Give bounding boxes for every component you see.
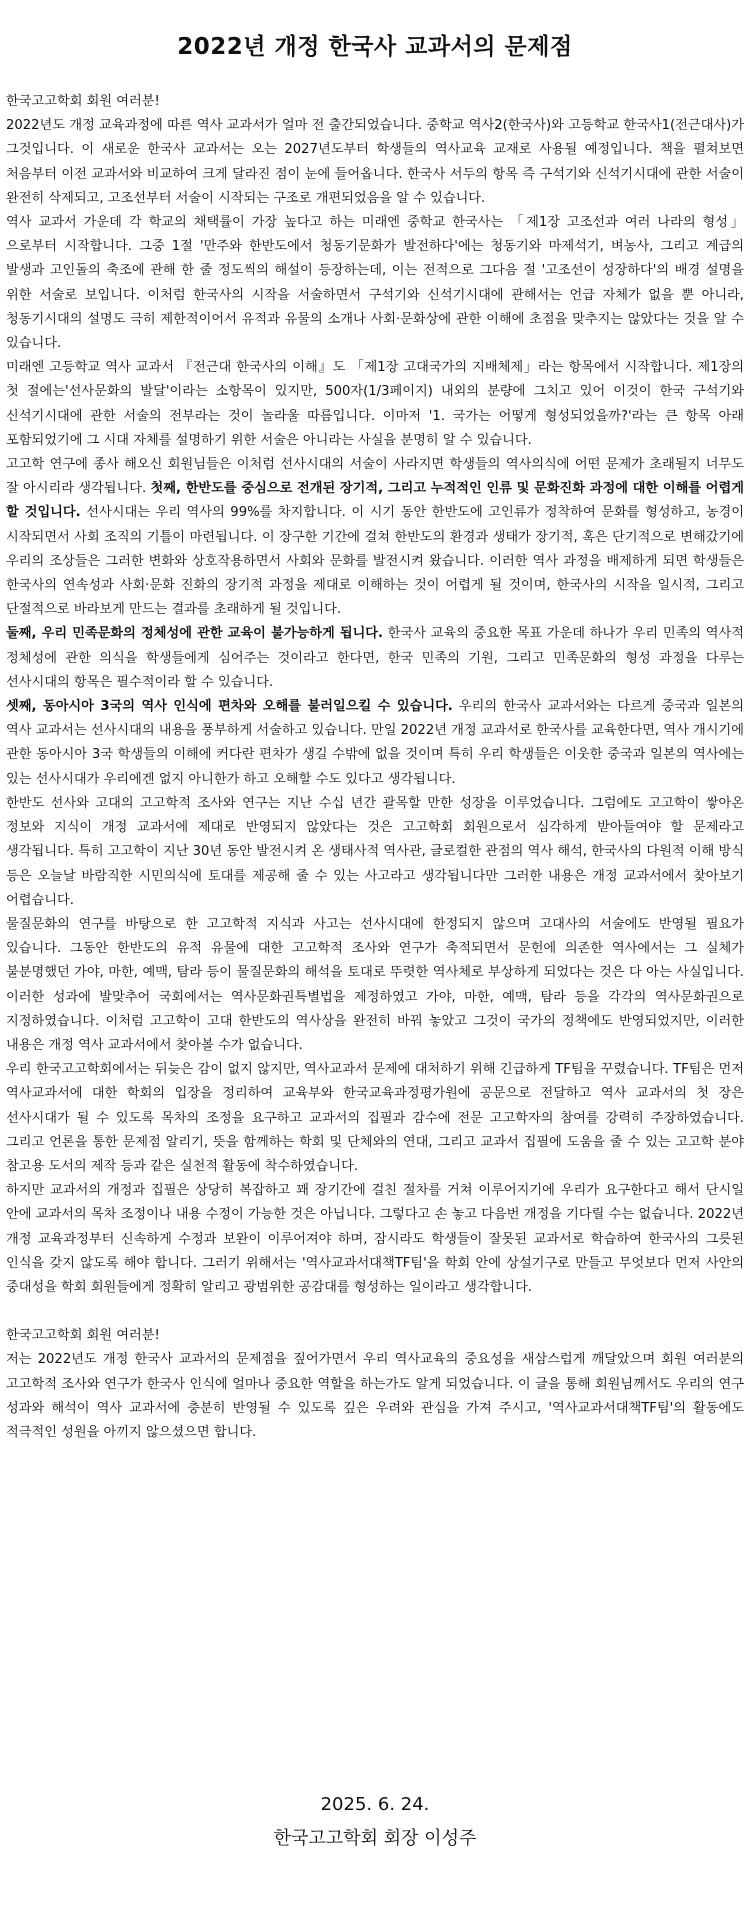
closing-block: [0, 1788, 750, 1856]
paragraph-high-school-textbook: 미래엔 고등학교 역사 교과서 『전근대 한국사의 이해』도 「제1장 고대국가의 지배체제」라는 항목에서 시작합니다. 제1장의 첫 절에는'선사문화의 발달'이라는 소항목이 있지만, 500자(1/3페이지) 내외의 분량에 그치고 있어 이것이 한국 구석기와 신석기시대에 관한 서술의 전부라는 것이 놀라울 따름입니다. 이마저 '1. 국가는 어떻게 형성되었을까?'라는 큰 항목 아래 포함되었기에 그 시대 자체를 설명하기 위한 서술은 아니라는 사실을 분명히 알 수 있습니다.: [6, 360, 744, 448]
second-point-bold: 둘째, 우리 민족문화의 정체성에 관한 교육이 불가능하게 됩니다.: [6, 626, 384, 642]
paragraph-second-problem-detail: 한국사 교육의 중요한 목표 가운데 하나가 우리 민족의 역사적 정체성에 관한 의식을 학생들에게 심어주는 것이라고 한다면, 한국 민족의 기원, 그리고 민족문화의 형성 과정을 다루는 선사시대의 항목은 필수적이라 할 수 있습니다.: [6, 626, 744, 690]
paragraph-first-problem: [6, 453, 744, 622]
paragraph-third-problem: [6, 695, 744, 792]
letter-date: 2025. 6. 24.: [320, 1794, 430, 1815]
letter-body: [6, 90, 744, 1445]
paragraph-closing: 저는 2022년도 개정 한국사 교과서의 문제점을 짚어가면서 우리 역사교육의 중요성을 새삼스럽게 깨달았으며 회원 여러분의 고고학적 조사와 연구가 한국사 인식에 얼마나 중요한 역할을 하는가도 알게 되었습니다. 이 글을 통해 회원님께서도 우리의 연구 성과와 해석이 역사 교과서에 충분히 반영될 수 있도록 깊은 우려와 관심을 가져 주시고, '역사교과서대책TF팀'의 활동에도 적극적인 성원을 아끼지 않으셨으면 합니다.: [6, 1352, 744, 1440]
paragraph-tf-team: 우리 한국고고학회에서는 뒤늦은 감이 없지 않지만, 역사교과서 문제에 대처하기 위해 긴급하게 TF팀을 꾸렸습니다. TF팀은 먼저 역사교과서에 대한 학회의 입장을 정리하여 교육부와 한국교육과정평가원에 공문으로 전달하고 역사 교과서의 첫 장은 선사시대가 될 수 있도록 목차의 조정을 요구하고 교과서의 집필과 감수에 전문 고고학자의 참여를 강력히 주장하였습니다. 그리고 언론을 통한 문제점 알리기, 뜻을 함께하는 학회 및 단체와의 연대, 그리고 교과서 집필에 도움을 줄 수 있는 고고학 분야 참고용 도서의 제작 등과 같은 실천적 활동에 착수하였습니다.: [6, 1062, 744, 1174]
greeting-second: 한국고고학회 회원 여러분!: [6, 1328, 160, 1344]
paragraph-archaeology-growth: 한반도 선사와 고대의 고고학적 조사와 연구는 지난 수십 년간 괄목할 만한 성장을 이루었습니다. 그럼에도 고고학이 쌓아온 정보와 지식이 개정 교과서에 제대로 반영되지 않았다는 것은 고고학회 회원으로서 심각하게 받아들여야 할 문제라고 생각됩니다. 특히 고고학이 지난 30년 동안 발전시켜 온 생태사적 역사관, 글로컬한 관점의 역사 해석, 한국사의 다원적 이해 방식 등은 오늘날 바람직한 시민의식에 토대를 제공해 줄 수 있는 사고라고 생각됩니다만 그러한 내용은 개정 교과서에서 찾아보기 어렵습니다.: [6, 795, 744, 908]
paragraph-third-problem-detail: 우리의 한국사 교과서와는 다르게 중국과 일본의 역사 교과서는 선사시대의 내용을 풍부하게 서술하고 있습니다. 만일 2022년 개정 교과서로 한국사를 교육한다면, 역사 개시기에 관한 동아시아 3국 학생들의 이해에 커다란 편차가 생길 수밖에 없을 것이며 특히 우리 학생들은 이웃한 중국과 일본의 역사에는 있는 선사시대가 우리에겐 없지 아니한가 하고 오해할 수도 있다고 생각됩니다.: [6, 699, 745, 787]
paragraph-material-culture: 물질문화의 연구를 바탕으로 한 고고학적 지식과 사고는 선사시대에 한정되지 않으며 고대사의 서술에도 반영될 필요가 있습니다. 그동안 한반도의 유적 유물에 대한 고고학적 조사와 연구가 축적되면서 문헌에 의존한 역사에서는 그 실체가 불분명했던 가야, 마한, 예맥, 탐라 등이 물질문화의 해석을 토대로 뚜렷한 역사체로 부상하게 되었다는 것은 다 아는 사실입니다. 이러한 성과에 발맞추어 국회에서는 역사문화권특별법을 제정하였고 가야, 마한, 예맥, 탐라 등을 각각의 역사문화권으로 지정하였습니다. 이처럼 고고학이 고대 한반도의 역사상을 완전히 바꿔 놓았고 그것이 국가의 정책에도 반영되었지만, 이러한 내용은 개정 역사 교과서에서 찾아볼 수가 없습니다.: [6, 916, 744, 1053]
signature: 한국고고학회 회장 이성주: [273, 1828, 477, 1849]
paragraph-second-problem: [6, 622, 744, 695]
paragraph-revision-process: 하지만 교과서의 개정과 집필은 상당히 복잡하고 꽤 장기간에 걸친 절차를 거쳐 이루어지기에 우리가 요구한다고 해서 단시일 안에 교과서의 목차 조정이나 내용 수정이 가능한 것은 아닙니다. 그렇다고 손 놓고 다음번 개정을 기다릴 수는 없습니다. 2022년 개정 교육과정부터 신속하게 수정과 보완이 이루어져야 하며, 잠시라도 학생들이 잘못된 교과서로 학습하여 한국사의 그릇된 인식을 갖지 않도록 해야 합니다. 그러기 위해서는 '역사교과서대책TF팀'을 학회 안에 상설기구로 만들고 무엇보다 먼저 사안의 중대성을 학회 회원들에게 정확히 알리고 광범위한 공감대를 형성하는 일이라고 생각합니다.: [6, 1183, 744, 1295]
first-point-bold: 첫째, 한반도를 중심으로 전개된 장기적, 그리고 누적적인 인류 및 문화진화 과정에 대한 이해를 어렵게 할 것입니다.: [6, 481, 744, 521]
page-title: 2022년 개정 한국사 교과서의 문제점: [177, 34, 573, 60]
third-point-bold: 셋째, 동아시아 3국의 역사 인식에 편차와 오해를 불러일으킬 수 있습니다.: [6, 699, 453, 715]
greeting: 한국고고학회 회원 여러분!: [6, 94, 160, 109]
paragraph-first-problem-detail: 선사시대는 우리 역사의 99%를 차지합니다. 이 시기 동안 한반도에 고인류가 정착하여 문화를 형성하고, 농경이 시작되면서 사회 조직의 기틀이 마련됩니다. 이 장구한 기간에 걸쳐 한반도의 환경과 생태가 장기적, 혹은 단기적으로 변해갔기에 우리의 조상들은 그러한 변화와 상호작용하면서 사회와 문화를 발전시켜 왔습니다. 이러한 역사 과정을 배제하게 되면 학생들은 한국사의 연속성과 사회·문화 진화의 장기적 과정을 제대로 이해하는 것이 어렵게 될 것이며, 한국사의 시작을 일시적, 그리고 단절적으로 바라보게 만드는 결과를 초래하게 될 것입니다.: [6, 505, 744, 618]
paragraph-first-problem-lead: 고고학 연구에 종사 해오신 회원님들은 이처럼 선사시대의 서술이 사라지면 학생들의 역사의식에 어떤 문제가 초래될지 너무도 잘 아시리라 생각됩니다.: [6, 457, 744, 497]
paragraph-intro: 2022년도 개정 교육과정에 따른 역사 교과서가 얼마 전 출간되었습니다. 중학교 역사2(한국사)와 고등학교 한국사1(전근대사)가 그것입니다. 이 새로운 한국사 교과서는 오는 2027년도부터 학생들의 역사교육 교재로 사용될 예정입니다. 책을 펼쳐보면 처음부터 이전 교과서와 비교하여 크게 달라진 점이 눈에 들어옵니다. 한국사 서두의 항목 즉 구석기와 신석기시대에 관한 서술이 완전히 삭제되고, 고조선부터 서술이 시작되는 구조로 개편되었음을 알 수 있습니다.: [6, 118, 744, 206]
paragraph-middle-school-textbook: 역사 교과서 가운데 각 학교의 채택률이 가장 높다고 하는 미래엔 중학교 한국사는 「제1장 고조선과 여러 나라의 형성」으로부터 시작합니다. 그중 1절 '만주와 한반도에서 청동기문화가 발전하다'에는 청동기와 마제석기, 벼농사, 그리고 계급의 발생과 고인돌의 축조에 관해 한 줄 정도씩의 해설이 등장하는데, 이는 전적으로 그다음 절 '고조선이 성장하다'의 배경 설명을 위한 서술로 보입니다. 이처럼 한국사의 시작을 서술하면서 구석기와 신석기시대에 관해서는 언급 자체가 없을 뿐 아니라, 청동기시대의 설명도 극히 제한적이어서 유적과 유물의 소개나 사회·문화상에 관한 이해에 초점을 맞추지는 않았다는 것을 알 수 있습니다.: [6, 215, 744, 352]
